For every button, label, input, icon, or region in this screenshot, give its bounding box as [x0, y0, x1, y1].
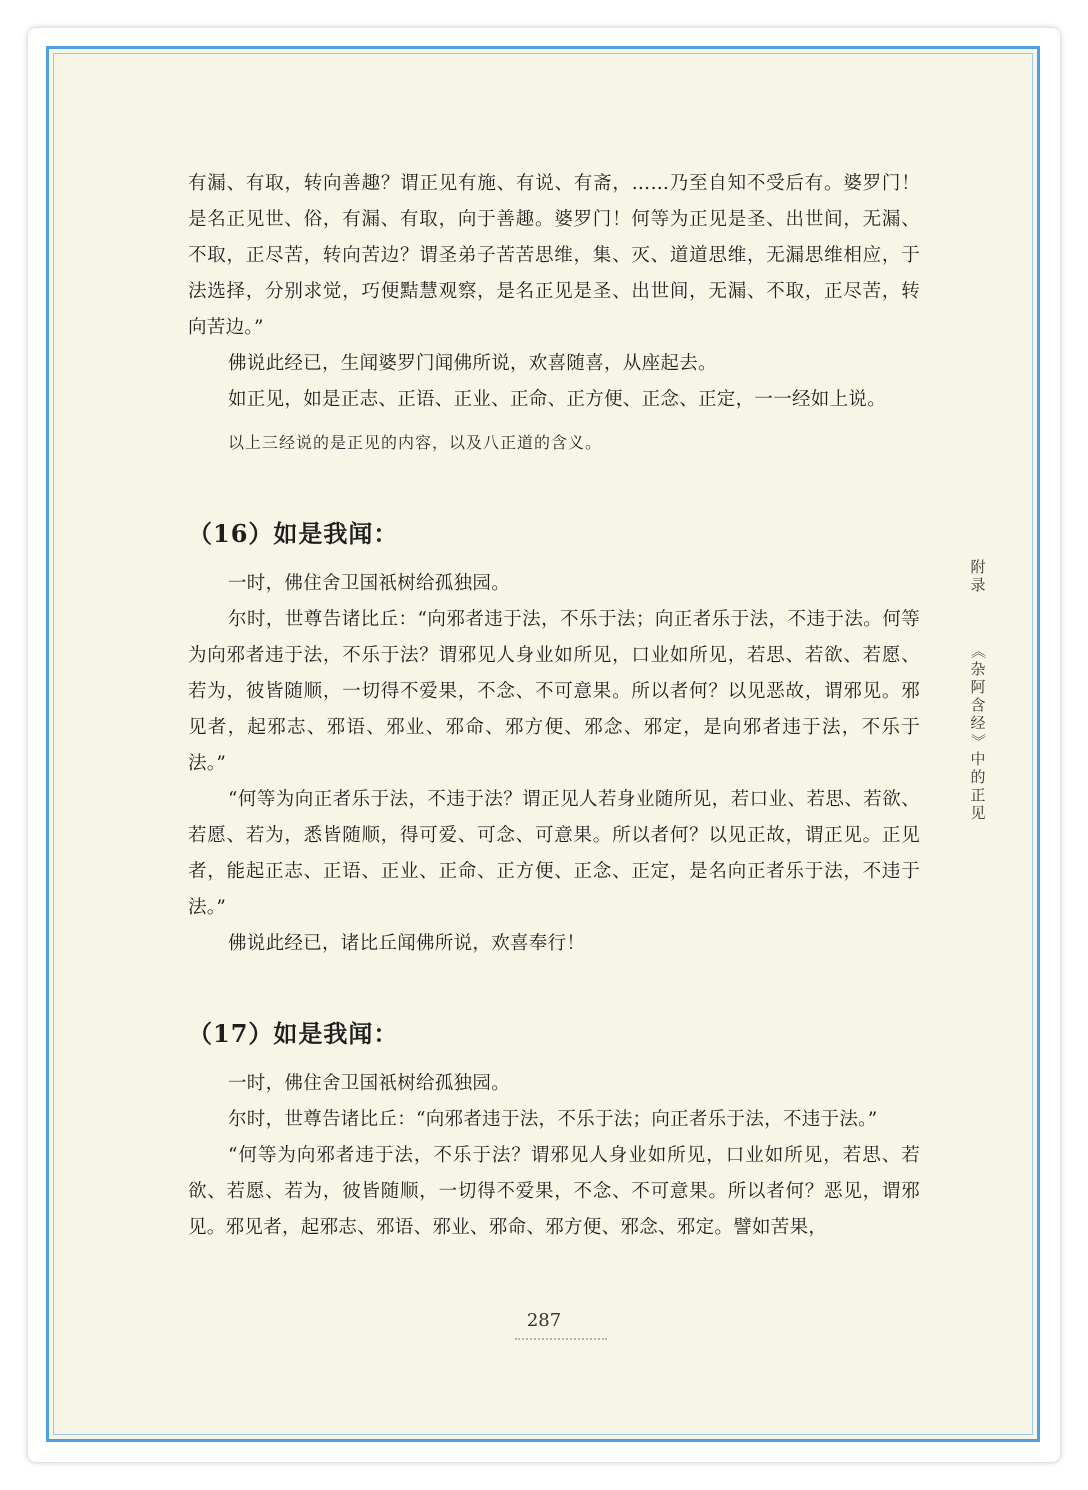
running-header-char: 附	[970, 558, 986, 576]
page-number-ornament	[515, 1328, 607, 1340]
running-header-char: 的	[970, 768, 986, 786]
section-heading-16: （16）如是我闻：	[188, 519, 399, 548]
running-header-part2	[968, 642, 988, 822]
paragraph: 尔时，世尊告诸比丘：“向邪者违于法，不乐于法；向正者乐于法，不违于法。”	[228, 1109, 878, 1130]
running-header-vertical	[968, 558, 988, 822]
page-number: 287	[526, 1310, 562, 1331]
page-number-wrap	[521, 1310, 567, 1331]
running-header-char: 含	[970, 696, 986, 714]
paragraph: 尔时，世尊告诸比丘：“向邪者违于法，不乐于法；向正者乐于法，不违于法。何等为向邪者违于法，不乐于法？谓邪见人身业如所见，口业如所见，若思、若欲、若愿、若为，彼皆随顺，一切得不爱果，不念、不可意果。所以者何？以见恶故，谓邪见。邪见者，起邪志、邪语、邪业、邪命、邪方便、邪念、邪定，是向邪者违于法，不乐于法。”	[188, 609, 920, 774]
running-header-char: 经	[970, 714, 986, 732]
paragraph: 一时，佛住舍卫国祇树给孤独园。	[228, 573, 511, 594]
running-header-char: 《	[969, 643, 987, 659]
paragraph: 佛说此经已，生闻婆罗门闻佛所说，欢喜随喜，从座起去。	[228, 353, 717, 374]
running-header-char: 》	[969, 733, 987, 749]
running-header-char: 中	[970, 750, 986, 768]
running-header-char: 正	[970, 786, 986, 804]
page-number-area	[0, 1310, 1088, 1331]
running-header-char: 杂	[970, 660, 986, 678]
running-header-char: 见	[970, 804, 986, 822]
paragraph-continuation: 有漏、有取，转向善趣？谓正见有施、有说、有斋，……乃至自知不受后有。婆罗门！是名正见世、俗，有漏、有取，向于善趣。婆罗门！何等为正见是圣、出世间，无漏、不取，正尽苦，转向苦边？谓圣弟子苦苦思维，集、灭、道道思维，无漏思维相应，于法选择，分别求觉，巧便黠慧观察，是名正见是圣、出世间，无漏、不取，正尽苦，转向苦边。”	[188, 173, 920, 338]
running-header-part1	[968, 558, 988, 594]
page-content	[188, 166, 920, 1246]
paragraph: 一时，佛住舍卫国祇树给孤独园。	[228, 1073, 511, 1094]
editor-note: 以上三经说的是正见的内容，以及八正道的含义。	[228, 433, 603, 452]
running-header-char: 录	[970, 576, 986, 594]
paragraph: “何等为向邪者违于法，不乐于法？谓邪见人身业如所见，口业如所见，若思、若欲、若愿、若为，彼皆随顺，一切得不爱果，不念、不可意果。所以者何？恶见，谓邪见。邪见者，起邪志、邪语、邪业、邪命、邪方便、邪念、邪定。譬如苦果，	[188, 1145, 920, 1238]
section-heading-17: （17）如是我闻：	[188, 1019, 399, 1048]
running-header-char: 阿	[970, 678, 986, 696]
paragraph: 如正见，如是正志、正语、正业、正命、正方便、正念、正定，一一经如上说。	[228, 389, 887, 410]
paragraph: 佛说此经已，诸比丘闻佛所说，欢喜奉行！	[228, 933, 586, 954]
paragraph: “何等为向正者乐于法，不违于法？谓正见人若身业随所见，若口业、若思、若欲、若愿、若为，悉皆随顺，得可爱、可念、可意果。所以者何？以见正故，谓正见。正见者，能起正志、正语、正业、正命、正方便、正念、正定，是名向正者乐于法，不违于法。”	[188, 789, 920, 918]
